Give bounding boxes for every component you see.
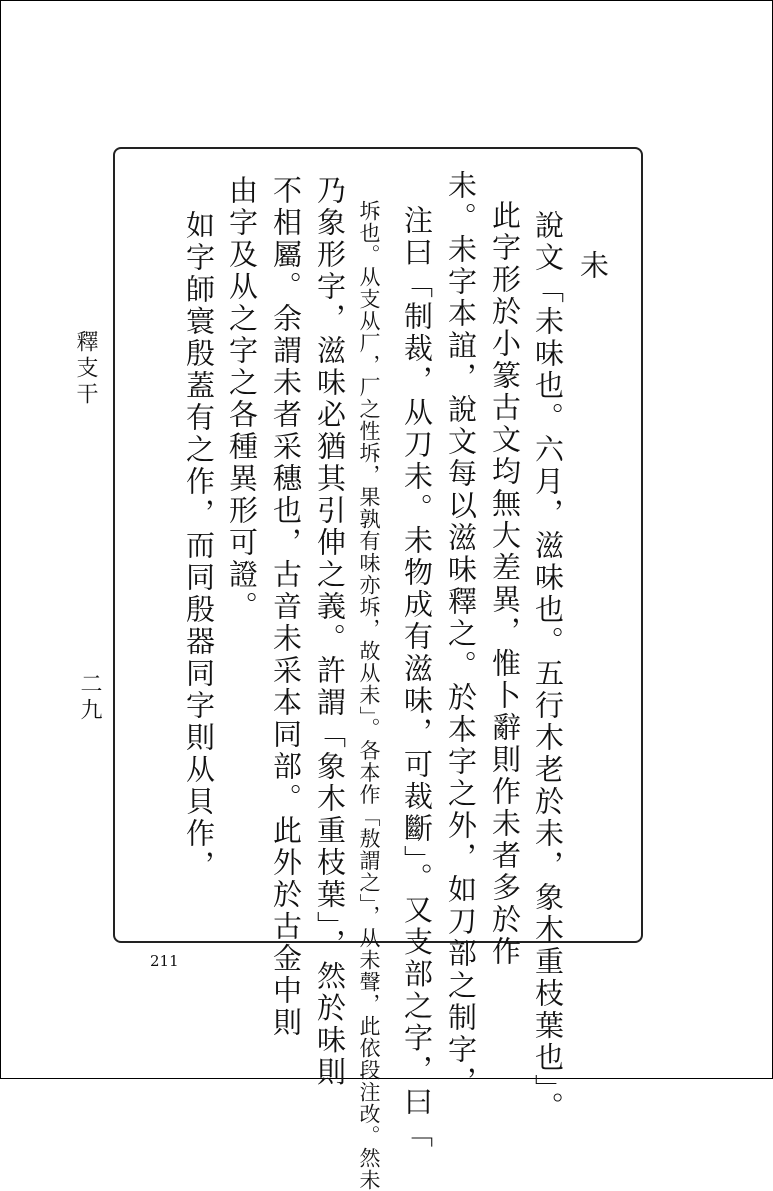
text-column-4: 注曰「制裁，从刀未。未物成有滋味，可裁斷」。又支部之字，曰「: [400, 205, 434, 1151]
side-title: 釋支干: [73, 330, 98, 408]
text-column-1: 說文「未味也。六月，滋味也。五行木老於未，象木重枝葉也」。: [531, 210, 565, 1124]
side-page-number: 二九: [77, 672, 102, 724]
text-column-6: 乃象形字，滋味必猶其引伸之義。許謂「象木重枝葉」，然於味則: [313, 175, 347, 1089]
text-column-8: 由字及从之字之各種異形可證。: [225, 175, 259, 623]
text-column-5: 坼也。从支从厂，厂之性坼，果孰有味亦坼，故从未」。各本作「敖謂之」，从未聲，此依段注改。然未: [357, 200, 381, 1191]
heading: 未: [576, 250, 610, 282]
text-column-2: 此字形於小篆古文均無大差異，惟卜辭則作未者多於作: [488, 200, 522, 968]
page-number: 211: [150, 952, 179, 970]
text-column-7: 不相屬。余謂未者采穗也，古音未采本同部。此外於古金中則: [269, 175, 303, 1039]
text-column-9: 如字師寰殷蓋有之作，而同殷器同字則从貝作，: [182, 210, 216, 882]
text-column-3: 未。未字本誼，說文每以滋味釋之。於本字之外，如刀部之制字，: [444, 170, 478, 1098]
